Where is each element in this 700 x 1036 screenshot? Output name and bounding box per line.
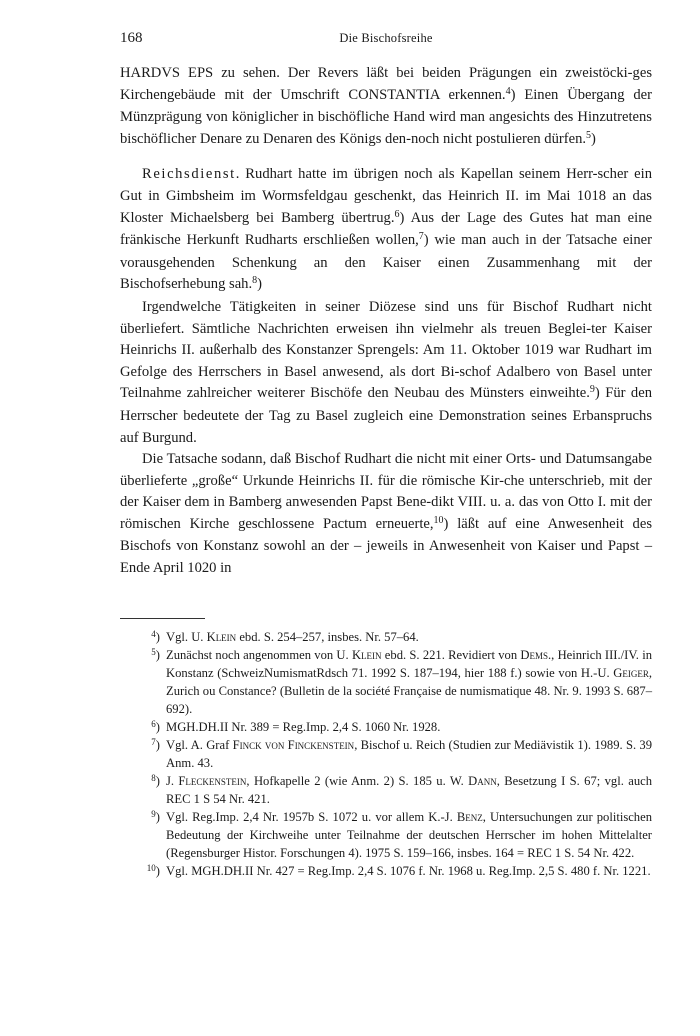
footnote-reference[interactable]: 10 <box>433 514 444 526</box>
author-name: Fleckenstein <box>178 774 247 788</box>
footnote-number: $^6$) <box>151 719 160 734</box>
footnote-10: $^{10}$) Vgl. MGH.DH.II Nr. 427 = Reg.Imp. 2,4 S. 1076 f. Nr. 1968 u. Reg.Imp. 2,5 S. 480 f. Nr. 1221. <box>120 862 652 880</box>
footnote-5: $^5$) Zunächst noch angenommen von U. Klein ebd. S. 221. Revidiert von Dems., Heinrich III./IV. in Konstanz (SchweizNumismatRdsch 71. 1992 S. 187–194, hier 188 f.) sowie von H.-U. Geiger, Zurich ou Constance? (Bulletin de la société Française de numismatique 48. Nr. 9. 1993 S. 687–692). <box>120 646 652 718</box>
text-span: . Rudhart hatte im übrigen noch als Kapellan seinem Herr-scher ein Gut in Gimbsheim im Wormsfeldgau geschenkt, das Heinrich II. im Mai 1018 an das Kloster Michaelsberg bei Bamberg übertrug. <box>120 166 652 226</box>
body-text <box>120 63 652 580</box>
footnote-number: $^8$) <box>151 773 160 788</box>
footnote-reference[interactable]: 6 <box>394 208 400 220</box>
paragraph-4 <box>120 449 652 580</box>
footnote-8: $^8$) J. Fleckenstein, Hofkapelle 2 (wie Anm. 2) S. 185 u. W. Dann, Besetzung I S. 67; vgl. auch REC 1 S 54 Nr. 421. <box>120 772 652 808</box>
footnote-reference[interactable]: 7 <box>418 231 424 243</box>
footnote-reference[interactable]: 5 <box>586 129 592 141</box>
paragraph-3 <box>120 297 652 449</box>
footnote-number: $^5$) <box>151 647 160 662</box>
author-name: Finck von Finckenstein <box>232 738 355 752</box>
footnote-6: $^6$) MGH.DH.II Nr. 389 = Reg.Imp. 2,4 S. 1060 Nr. 1928. <box>120 718 652 736</box>
footnote-number: $^{10}$) <box>146 863 160 878</box>
footnote-divider <box>120 618 205 619</box>
footnotes <box>120 628 652 880</box>
text-span: HARDVS EPS zu sehen. Der Revers läßt bei beiden Prägungen ein zweistöcki-ges Kirchengebäude mit der Umschrift CONSTANTIA erkennen. <box>120 65 652 103</box>
author-name: Klein <box>206 630 237 644</box>
text-span: ) <box>591 130 596 147</box>
footnote-reference[interactable]: 8 <box>252 275 258 287</box>
running-head <box>120 30 652 50</box>
footnote-reference[interactable]: 9 <box>589 384 595 396</box>
footnote-reference[interactable]: 4 <box>505 85 511 97</box>
text-span: ) Aus der Lage des Gutes hat man eine fränkische Herkunft Rudharts erschließen wollen, <box>120 209 652 249</box>
text-span: Irgendwelche Tätigkeiten in seiner Diözese sind uns für Bischof Rudhart nicht überliefert. Sämtliche Nachrichten erweisen ihn vielmehr als treuen Beglei-ter Kaiser Heinrichs II. außerhalb des Konstanzer Sprengels: Am 11. Oktober 1019 war Rudhart im Gefolge des Herrschers in Basel anwesend, als dort Bi-schof Adalbero von Basel unter Teilnahme zahlreicher weiterer Bischöfe den Neubau des Münsters einweihte. <box>120 298 652 402</box>
paragraph-1 <box>120 63 652 151</box>
text-span: ) Einen Übergang der Münzprägung von königlicher in bischöfliche Hand wird man angesichts des Hinzutretens bischöflicher Denare zu Denaren des Königs den-noch nicht postulieren dürfen. <box>120 86 652 147</box>
author-name: Benz <box>456 810 483 824</box>
footnote-9: $^9$) Vgl. Reg.Imp. 2,4 Nr. 1957b S. 1072 u. vor allem K.-J. Benz, Untersuchungen zur politischen Bedeutung der Kirchweihe unter Teilnahme der deutschen Herrscher im hohen Mittelalter (Regensburger Histor. Forschungen 4). 1975 S. 159–166, insbes. 164 = REC 1 S. 54 Nr. 422. <box>120 808 652 862</box>
author-name: Geiger <box>613 666 649 680</box>
footnote-number: $^4$) <box>151 629 160 644</box>
author-name: Klein <box>351 648 382 662</box>
text-span: ) wie man auch in der Tatsache einer vorausgehenden Schenkung an den Kaiser einen Zusammenhang mit der Bischofserhebung sah. <box>120 232 652 293</box>
author-name: Dann <box>468 774 497 788</box>
footnote-7: $^7$) Vgl. A. Graf Finck von Finckenstein, Bischof u. Reich (Studien zur Mediävistik 1). 1989. S. 39 Anm. 43. <box>120 736 652 772</box>
text-span: ) <box>257 276 263 293</box>
page-number: 168 <box>120 30 143 46</box>
author-name: Dems. <box>520 648 552 662</box>
running-title: Die Bischofsreihe <box>339 31 433 45</box>
text-span: ) läßt auf eine Anwesenheit des Bischofs von Konstanz sowohl an der – jeweils in Anwesenheit von Kaiser und Papst – Ende April 1020 in <box>120 515 653 577</box>
paragraph-2 <box>120 164 652 297</box>
footnote-number: $^9$) <box>151 809 160 824</box>
text-span: Die Tatsache sodann, daß Bischof Rudhart die nicht mit einer Orts- und Datumsangabe überlieferte „große“ Urkunde Heinrichs II. für die römische Kir-che unterschrieb, mit der der Kaiser dem in Bamberg anwesenden Papst Bene-dikt VIII. u. a. das von Otto I. mit der römischen Kirche geschlossene Pactum erneuerte, <box>120 451 652 532</box>
section-keyword: Reichsdienst <box>142 166 236 183</box>
footnote-4: $^4$) Vgl. U. Klein ebd. S. 254–257, insbes. Nr. 57–64. <box>120 628 652 646</box>
text-span: ) Für den Herrscher bedeutete der Tag zu Basel zugleich eine Demonstration seines Erbanspruchs auf Burgund. <box>120 385 652 446</box>
footnote-number: $^7$) <box>151 737 160 752</box>
